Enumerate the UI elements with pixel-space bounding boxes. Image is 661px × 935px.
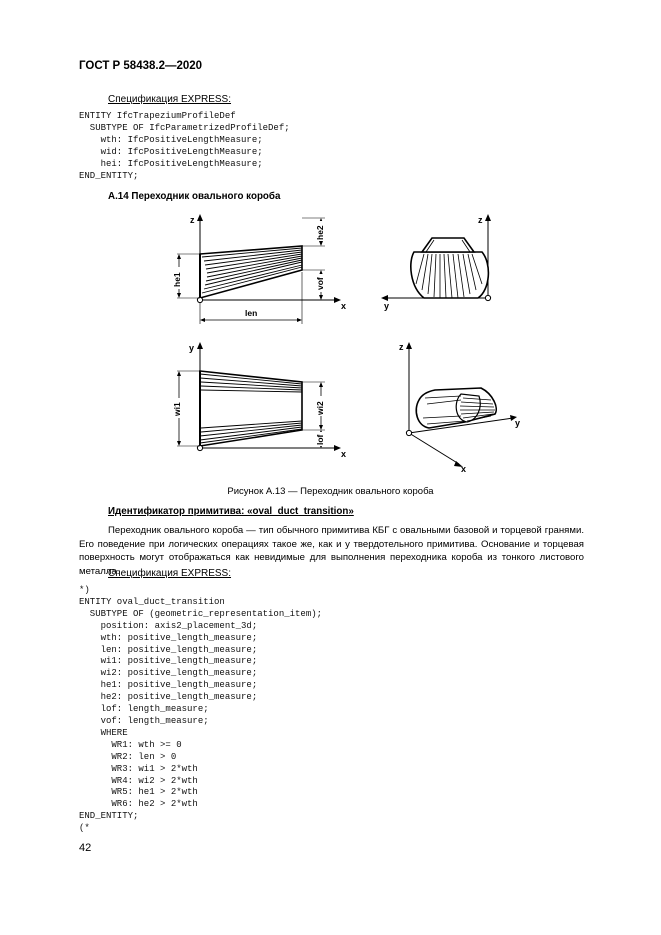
description-paragraph: Переходник овального короба — тип обычного примитива КБГ с овальными базовой и торцевой гранями. Его поведение при логических операциях такое же, как и у твердотельного примитива. Основание и торцевая поверхность могут отображаться как невидимые для выполнения переходника короба из тонкого листового металла. [79,525,584,577]
spec2-code [79,585,322,835]
document-header: ГОСТ Р 58438.2—2020 [79,60,203,72]
dim-he2-label: he2 [315,225,325,240]
page-number: 42 [79,842,92,854]
code-line: ENTITY oval_duct_transition [79,596,225,607]
figure-top-view [165,338,365,463]
code-line: WR5: he1 > 2*wth [79,787,198,798]
code-line: vof: length_measure; [79,715,209,726]
dim-wi2-label: wi2 [315,401,325,415]
code-line: WHERE [79,727,128,738]
identifier-title: Идентификатор примитива: «oval_duct_transition» [108,506,354,517]
figure-side-view [165,212,365,332]
code-line: wth: IfcPositiveLengthMeasure; [79,134,263,145]
spec2-label: Спецификация EXPRESS: [108,568,232,579]
spec1-code [79,111,290,182]
code-line: WR6: he2 > 2*wth [79,799,198,810]
dim-len-label: len [245,308,258,318]
code-line: he2: positive_length_measure; [79,692,258,703]
code-line: lof: length_measure; [79,704,209,715]
code-line: SUBTYPE OF IfcParametrizedProfileDef; [79,122,290,133]
code-line: *) [79,585,90,595]
code-line: len: positive_length_measure; [79,644,258,655]
code-line: END_ENTITY; [79,170,139,181]
code-line: wid: IfcPositiveLengthMeasure; [79,146,263,157]
section-title: A.14 Переходник овального короба [108,191,281,202]
code-line: hei: IfcPositiveLengthMeasure; [79,158,263,169]
code-line: he1: positive_length_measure; [79,680,258,691]
axis-z-label: z [399,342,404,352]
code-line: wi2: positive_length_measure; [79,668,258,679]
dim-lof-label: lof [315,434,325,445]
axis-z-label: z [478,215,483,225]
code-line: wi1: positive_length_measure; [79,656,258,667]
code-line: ENTITY IfcTrapeziumProfileDef [79,111,236,121]
code-line: WR3: wi1 > 2*wth [79,763,198,774]
figure-iso-view-2 [395,338,525,473]
code-line: wth: positive_length_measure; [79,632,258,643]
axis-z-label: z [190,215,195,225]
code-line: position: axis2_placement_3d; [79,620,258,631]
code-line: WR1: wth >= 0 [79,739,182,750]
spec1-label: Спецификация EXPRESS: [108,94,232,105]
axis-y-label: y [515,418,521,428]
axis-x-label: x [341,301,347,311]
figure-caption: Рисунок А.13 — Переходник овального короба [227,486,434,497]
dim-wi1-label: wi1 [172,402,182,416]
axis-y-label: y [189,343,195,353]
axis-y-label: y [384,301,390,311]
dim-vof-label: vof [315,277,325,290]
figure-iso-view-1 [378,212,498,312]
axis-x-label: x [461,464,467,474]
code-line: WR2: len > 0 [79,751,177,762]
axis-x-label: x [341,449,347,459]
code-line: (* [79,823,90,834]
code-line: END_ENTITY; [79,811,139,822]
code-line: WR4: wi2 > 2*wth [79,775,198,786]
dim-he1-label: he1 [172,272,182,287]
code-line: SUBTYPE OF (geometric_representation_item); [79,608,323,619]
